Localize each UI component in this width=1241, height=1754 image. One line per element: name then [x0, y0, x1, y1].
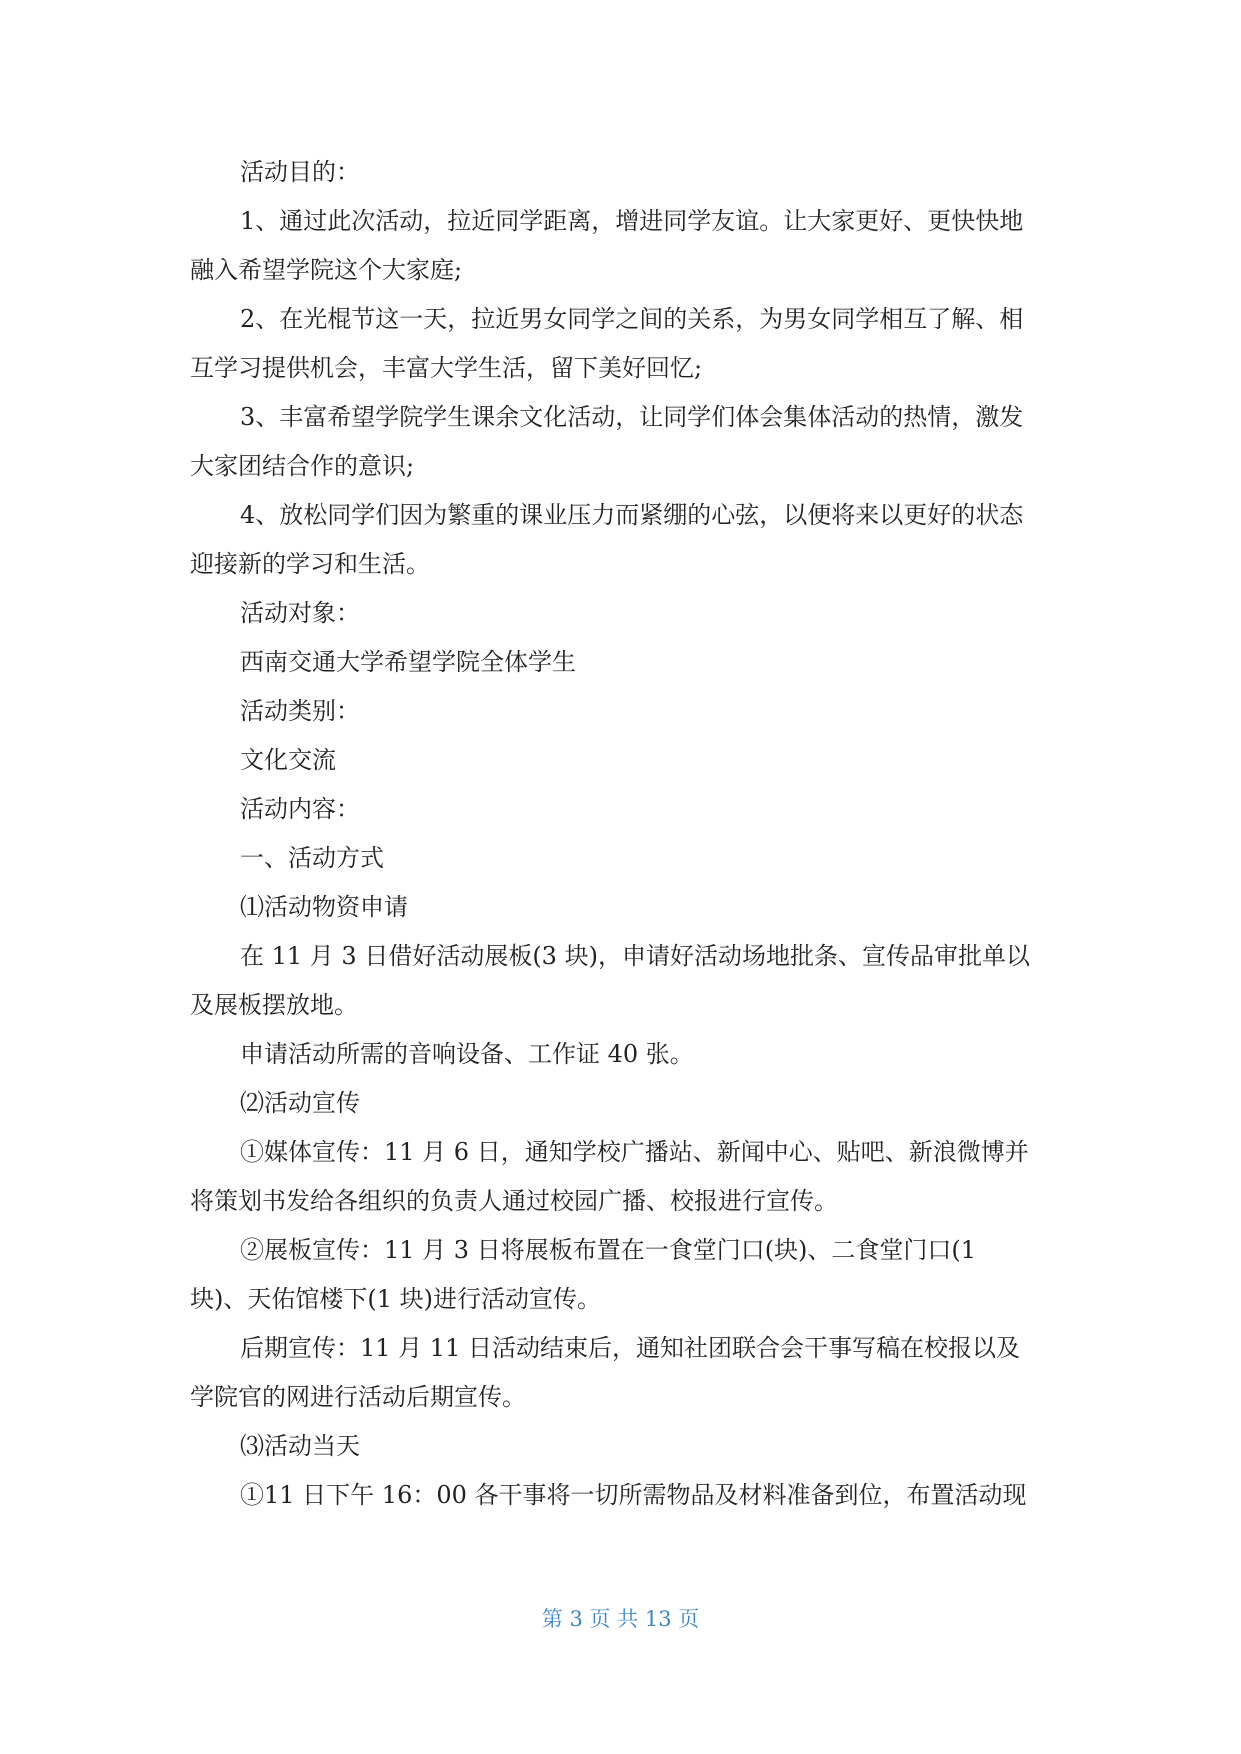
page-footer: 第 3 页 共 13 页 — [541, 1607, 700, 1631]
paragraph-line: 申请活动所需的音响设备、工作证 40 张。 — [240, 1040, 694, 1068]
paragraph-line: 1、通过此次活动，拉近同学距离，增进同学友谊。让大家更好、更快快地 — [240, 207, 1024, 235]
paragraph-line: 在 11 月 3 日借好活动展板(3 块)，申请好活动场地批条、宣传品审批单以 — [240, 942, 1030, 970]
paragraph-line: ①媒体宣传：11 月 6 日，通知学校广播站、新闻中心、贴吧、新浪微博并 — [240, 1138, 1029, 1166]
paragraph-line: 块)、天佑馆楼下(1 块)进行活动宣传。 — [190, 1285, 601, 1313]
paragraph-line: 学院官的网进行活动后期宣传。 — [190, 1383, 526, 1411]
paragraph-line: 及展板摆放地。 — [190, 991, 358, 1019]
paragraph-line: 一、活动方式 — [240, 844, 384, 872]
paragraph-line: 互学习提供机会，丰富大学生活，留下美好回忆; — [190, 354, 703, 382]
paragraph-line: 融入希望学院这个大家庭; — [190, 256, 463, 284]
paragraph-line: 3、丰富希望学院学生课余文化活动，让同学们体会集体活动的热情，激发 — [240, 403, 1024, 431]
paragraph-line: 活动内容： — [240, 795, 360, 823]
paragraph-line: 将策划书发给各组织的负责人通过校园广播、校报进行宣传。 — [190, 1187, 838, 1215]
paragraph-line: 文化交流 — [240, 746, 336, 774]
paragraph-line: ①11 日下午 16：00 各干事将一切所需物品及材料准备到位，布置活动现 — [240, 1481, 1027, 1509]
paragraph-line: ⑶活动当天 — [240, 1432, 360, 1460]
document-body — [190, 148, 1060, 1520]
paragraph-line: 迎接新的学习和生活。 — [190, 550, 430, 578]
paragraph-line: 活动目的： — [240, 158, 360, 186]
paragraph-line: ②展板宣传：11 月 3 日将展板布置在一食堂门口(块)、二食堂门口(1 — [240, 1236, 977, 1264]
paragraph-line: ⑴活动物资申请 — [240, 893, 408, 921]
paragraph-line: 西南交通大学希望学院全体学生 — [240, 648, 576, 676]
paragraph-line: 活动对象： — [240, 599, 360, 627]
paragraph-line: 后期宣传：11 月 11 日活动结束后，通知社团联合会干事写稿在校报以及 — [240, 1334, 1020, 1362]
paragraph-line: 大家团结合作的意识; — [190, 452, 415, 480]
paragraph-line: ⑵活动宣传 — [240, 1089, 360, 1117]
paragraph-line: 4、放松同学们因为繁重的课业压力而紧绷的心弦，以便将来以更好的状态 — [240, 501, 1024, 529]
paragraph-line: 2、在光棍节这一天，拉近男女同学之间的关系，为男女同学相互了解、相 — [240, 305, 1024, 333]
paragraph-line: 活动类别： — [240, 697, 360, 725]
